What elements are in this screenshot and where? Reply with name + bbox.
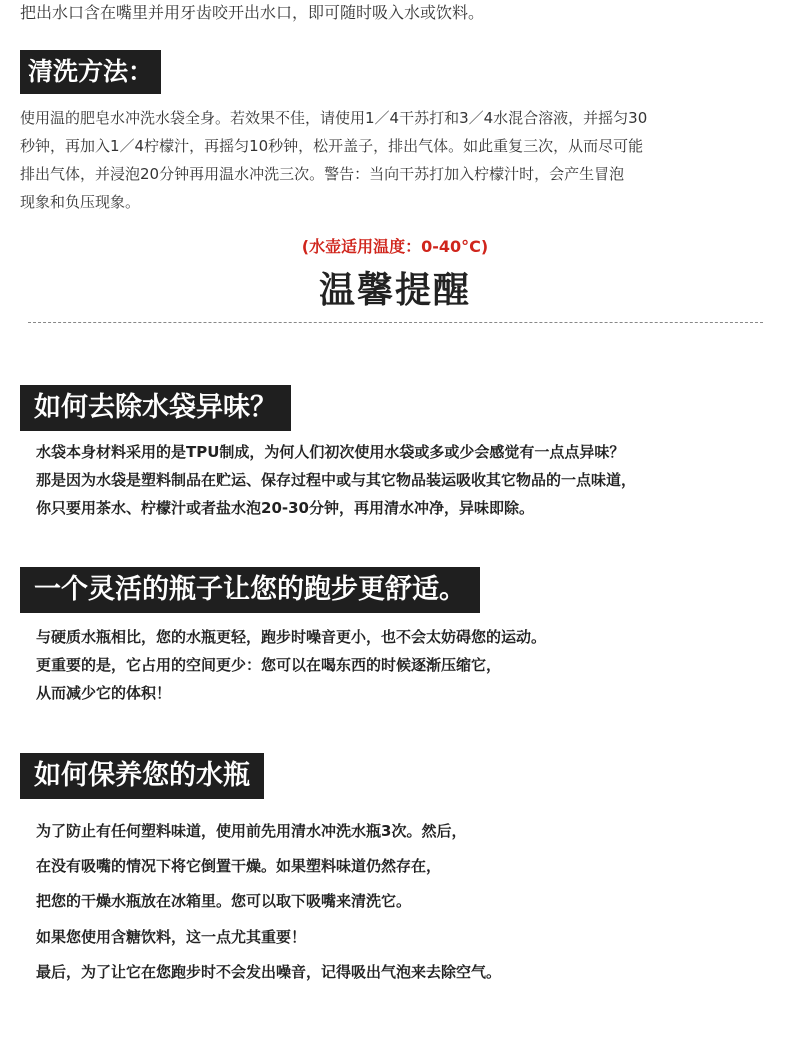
odor-heading: 如何去除水袋异味？ xyxy=(20,385,291,431)
intro-line: 把出水口含在嘴里并用牙齿咬开出水口，即可随时吸入水或饮料。 xyxy=(20,3,485,22)
care-line-1: 为了防止有任何塑料味道，使用前先用清水冲洗水瓶3次。然后， xyxy=(36,822,467,840)
care-line-3: 把您的干燥水瓶放在冰箱里。您可以取下吸嘴来清洗它。 xyxy=(36,892,412,910)
temperature-note: (水壶适用温度：0-40°C) xyxy=(301,237,489,256)
care-line-2: 在没有吸嘴的情况下将它倒置干燥。如果塑料味道仍然存在， xyxy=(36,857,442,875)
odor-text: 水袋本身材料采用的是TPU制成，为何人们初次使用水袋或多或少会感觉有一点点异味？ 那是因为水袋是塑料制品在贮运、保存过程中或与其它物品装运吸收其它物品的一点味道， 你只要用茶水、柠檬汁或者盐水泡20-30分钟，再用清水冲净，异味即除。 xyxy=(36,443,637,517)
cleaning-heading: 清洗方法： xyxy=(20,50,161,94)
reminder-title: 温馨提醒 xyxy=(318,270,471,311)
cleaning-instructions: 使用温的肥皂水冲洗水袋全身。若效果不佳，请使用1／4干苏打和3／4水混合溶液，并摇匀30 秒钟，再加入1／4柠檬汁，再摇匀10秒钟，松开盖子，排出气体。如此重复三次，从而尽可能 排出气体，并浸泡20分钟再用温水冲洗三次。警告：当向干苏打加入柠檬汁时，会产生冒泡 现象和负压现象。 xyxy=(20,109,648,211)
care-line-5: 最后，为了让它在您跑步时不会发出噪音，记得吸出气泡来去除空气。 xyxy=(36,963,502,981)
care-line-4: 如果您使用含糖饮料，这一点尤其重要！ xyxy=(36,928,307,946)
flexible-text: 与硬质水瓶相比，您的水瓶更轻，跑步时噪音更小，也不会太妨碍您的运动。 更重要的是，它占用的空间更少：您可以在喝东西的时候逐渐压缩它， 从而减少它的体积！ xyxy=(36,628,547,702)
reminder-divider xyxy=(28,322,763,323)
care-heading: 如何保养您的水瓶 xyxy=(20,753,264,799)
flexible-heading: 一个灵活的瓶子让您的跑步更舒适。 xyxy=(20,567,480,613)
